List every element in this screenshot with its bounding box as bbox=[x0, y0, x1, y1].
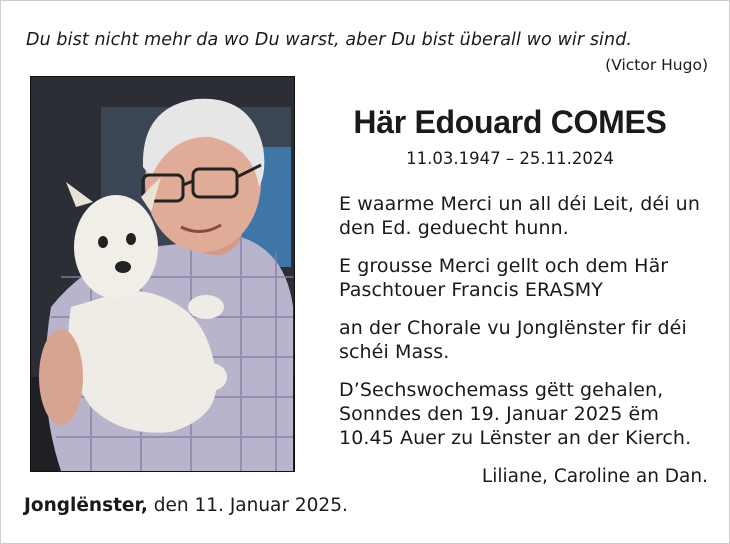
place-and-date bbox=[24, 495, 348, 516]
quote-author: (Victor Hugo) bbox=[605, 56, 708, 74]
thanks-priest-paragraph: E grousse Merci gellt och dem Här Paschtouer Francis ERASMY bbox=[339, 255, 669, 301]
thanks-choir-paragraph: an der Chorale vu Jonglënster fir déi schéi Mass. bbox=[339, 317, 687, 363]
portrait-photo bbox=[30, 76, 295, 472]
mass-announcement-paragraph: D’Sechswochemass gëtt gehalen, Sonndes den 19. Januar 2025 ëm 10.45 Auer zu Lënster an der Kierch. bbox=[339, 379, 692, 449]
place-name: Jonglënster, bbox=[24, 495, 148, 516]
quote-text: Du bist nicht mehr da wo Du warst, aber Du bist überall wo wir sind. bbox=[26, 30, 633, 50]
portrait-illustration bbox=[31, 77, 294, 471]
life-dates: 11.03.1947 – 25.11.2024 bbox=[406, 149, 614, 168]
thanks-paragraph: E waarme Merci un all déi Leit, déi un den Ed. geduecht hunn. bbox=[339, 193, 700, 239]
deceased-name: Här Edouard COMES bbox=[353, 104, 667, 140]
family-signature: Liliane, Caroline an Dan. bbox=[481, 466, 708, 487]
notice-date: den 11. Januar 2025. bbox=[147, 495, 348, 516]
